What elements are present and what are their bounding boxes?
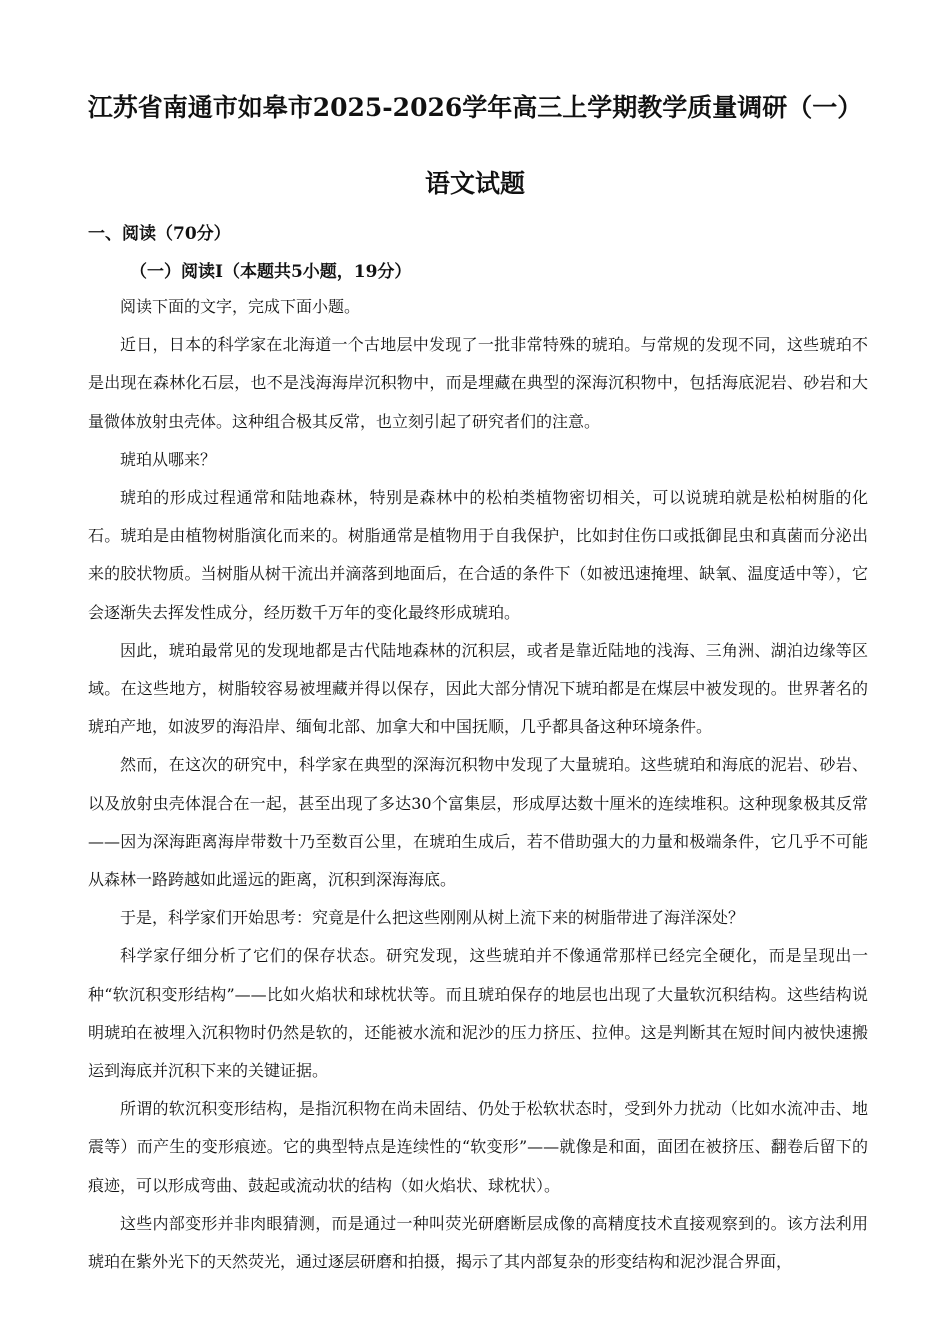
passage-paragraph: 琥珀从哪来？: [120, 449, 217, 469]
instruction-paragraph: 阅读下面的文字，完成下面小题。: [120, 297, 361, 316]
passage-paragraph: 科学家仔细分析了它们的保存状态。研究发现，这些琥珀并不像通常那样已经完全硬化，而是呈现出一种“软沉积变形结构”——比如火焰状和球枕状等。而且琥珀保存的地层也出现了大量软沉积结构。这些结构说明琥珀在被埋入沉积物时仍然是软的，还能被水流和泥沙的压力挤压、拉伸。这是判断其在短时间内被快速搬运到海底并沉积下来的关键证据。: [88, 946, 868, 1081]
document-subtitle: 语文试题: [424, 169, 525, 198]
passage-paragraph: 于是，科学家们开始思考：究竟是什么把这些刚刚从树上流下来的树脂带进了海洋深处？: [120, 908, 745, 928]
document-title: 江苏省南通市如皋市2025-2026学年高三上学期教学质量调研（一）: [87, 93, 863, 122]
passage-paragraph: 这些内部变形并非肉眼猜测，而是通过一种叫荧光研磨断层成像的高精度技术直接观察到的。该方法利用琥珀在紫外光下的天然荧光，通过逐层研磨和拍摄，揭示了其内部复杂的形变结构和泥沙混合界面，: [88, 1213, 868, 1272]
sub-section-heading: （一）阅读Ⅰ（本题共5小题，19分）: [130, 262, 412, 282]
section-heading: 一、阅读（70分）: [88, 224, 231, 244]
passage-paragraph: 所谓的软沉积变形结构，是指沉积物在尚未固结、仍处于松软状态时，受到外力扰动（比如水流冲击、地震等）而产生的变形痕迹。它的典型特点是连续性的“软变形”——就像是和面，面团在被挤压、翻卷后留下的痕迹，可以形成弯曲、鼓起或流动状的结构（如火焰状、球枕状）。: [88, 1099, 868, 1195]
passage-paragraph: 近日，日本的科学家在北海道一个古地层中发现了一批非常特殊的琥珀。与常规的发现不同，这些琥珀不是出现在森林化石层，也不是浅海海岸沉积物中，而是埋藏在典型的深海沉积物中，包括海底泥岩、砂岩和大量微体放射虫壳体。这种组合极其反常，也立刻引起了研究者们的注意。: [88, 335, 868, 431]
passage-paragraph: 因此，琥珀最常见的发现地都是古代陆地森林的沉积层，或者是靠近陆地的浅海、三角洲、湖泊边缘等区域。在这些地方，树脂较容易被埋藏并得以保存，因此大部分情况下琥珀都是在煤层中被发现的。世界著名的琥珀产地，如波罗的海沿岸、缅甸北部、加拿大和中国抚顺，几乎都具备这种环境条件。: [88, 640, 868, 737]
passage-paragraph: 琥珀的形成过程通常和陆地森林，特别是森林中的松柏类植物密切相关，可以说琥珀就是松柏树脂的化石。琥珀是由植物树脂演化而来的。树脂通常是植物用于自我保护，比如封住伤口或抵御昆虫和真菌而分泌出来的胶状物质。当树脂从树干流出并滴落到地面后，在合适的条件下（如被迅速掩埋、缺氧、温度适中等），它会逐渐失去挥发性成分，经历数千万年的变化最终形成琥珀。: [88, 488, 868, 622]
reading-passage: [88, 288, 868, 1281]
passage-paragraph: 然而，在这次的研究中，科学家在典型的深海沉积物中发现了大量琥珀。这些琥珀和海底的泥岩、砂岩、以及放射虫壳体混合在一起，甚至出现了多达30个富集层，形成厚达数十厘米的连续堆积。这种现象极其反常——因为深海距离海岸带数十乃至数百公里，在琥珀生成后，若不借助强大的力量和极端条件，它几乎不可能从森林一路跨越如此遥远的距离，沉积到深海海底。: [88, 755, 868, 890]
